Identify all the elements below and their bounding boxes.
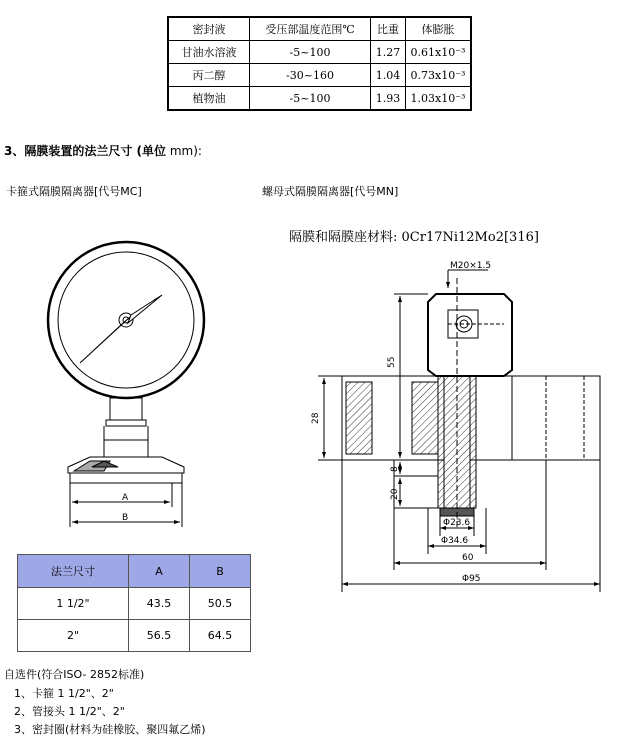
table-row (168, 64, 471, 87)
table-header-row (18, 555, 251, 588)
options-title: 自选件(符合ISO- 2852标准) (4, 668, 145, 681)
header-size: 法兰尺寸 (18, 555, 129, 588)
cell-expansion: 1.03x10⁻³ (406, 87, 472, 111)
cell-b: 50.5 (190, 588, 251, 620)
cell-range: -5~100 (250, 41, 371, 64)
section-title-text: 3、隔膜装置的法兰尺寸 (单位 (4, 144, 167, 158)
dim-60-label: 60 (462, 553, 474, 563)
cell-a: 43.5 (129, 588, 190, 620)
dia-23-6-label: Φ23.6 (443, 518, 471, 528)
cell-density: 1.04 (371, 64, 406, 87)
left-caption: 卡箍式隔膜隔离器[代号MC] (6, 185, 142, 198)
cell-range: -30~160 (250, 64, 371, 87)
cell-a: 56.5 (129, 620, 190, 652)
cell-density: 1.27 (371, 41, 406, 64)
cell-size: 2" (18, 620, 129, 652)
cell-expansion: 0.61x10⁻³ (406, 41, 472, 64)
thread-label: M20×1.5 (450, 261, 492, 271)
dim-b-label: B (122, 513, 129, 523)
dia-95-label: Φ95 (462, 574, 481, 584)
option-item: 2、管接头 1 1/2"、2" (14, 705, 125, 718)
flange-size-table (17, 554, 251, 652)
dia-34-6-label: Φ34.6 (441, 536, 469, 546)
header-liquid: 密封液 (168, 17, 250, 41)
cell-expansion: 0.73x10⁻³ (406, 64, 472, 87)
cell-b: 64.5 (190, 620, 251, 652)
clamp-seal-drawing (0, 235, 250, 535)
header-density: 比重 (371, 17, 406, 41)
material-label: 隔膜和隔膜座材料: 0Cr17Ni12Mo2[316] (289, 230, 539, 245)
option-item: 3、密封圈(材料为硅橡胶、聚四氟乙烯) (14, 723, 206, 736)
option-item: 1、卡箍 1 1/2"、2" (14, 687, 114, 700)
dim-28-label: 28 (311, 412, 321, 424)
dim-a-label: A (122, 493, 129, 503)
cell-liquid: 植物油 (168, 87, 250, 111)
dim-8-label: 8 (390, 466, 400, 472)
seal-liquid-table (167, 16, 472, 111)
cell-range: -5~100 (250, 87, 371, 111)
table-row (18, 588, 251, 620)
header-a: A (129, 555, 190, 588)
cell-size: 1 1/2" (18, 588, 129, 620)
right-caption: 螺母式隔膜隔离器[代号MN] (262, 185, 399, 198)
header-b: B (190, 555, 251, 588)
section-title (4, 142, 202, 159)
table-row (168, 41, 471, 64)
table-row (168, 87, 471, 111)
nut-seal-drawing (298, 258, 608, 598)
header-range: 受压部温度范围℃ (250, 17, 371, 41)
cell-density: 1.93 (371, 87, 406, 111)
header-expansion: 体膨胀 (406, 17, 472, 41)
table-row (18, 620, 251, 652)
dim-55-label: 55 (387, 356, 397, 368)
cell-liquid: 甘油水溶液 (168, 41, 250, 64)
dim-20-label: 20 (390, 488, 400, 500)
cell-liquid: 丙二醇 (168, 64, 250, 87)
section-title-unit: mm): (166, 144, 202, 158)
table-header-row (168, 17, 471, 41)
